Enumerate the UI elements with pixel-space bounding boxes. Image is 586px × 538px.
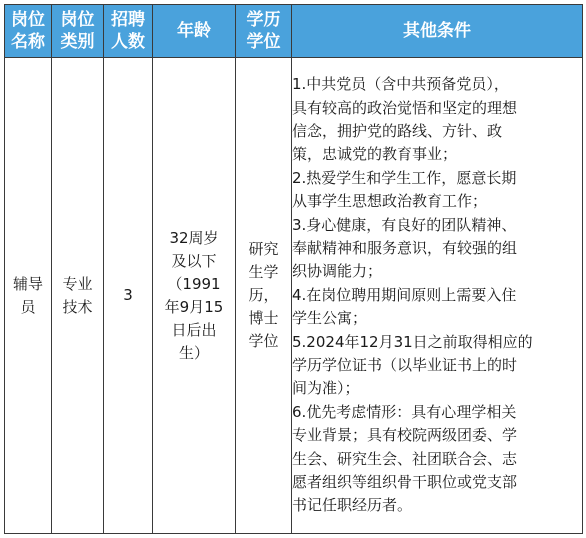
condition-line: 专业背景；具有校院两级团委、学: [292, 426, 518, 445]
condition-line: 愿者组织等组织骨干职位或党支部: [292, 473, 518, 492]
header-position-type: 岗位 类别: [52, 5, 104, 58]
condition-line: 奉献精神和服务意识，有较强的组: [292, 238, 518, 257]
header-position-name: 岗位 名称: [5, 5, 52, 58]
condition-line: 6.优先考虑情形：具有心理学相关: [292, 402, 517, 421]
table-header-row: [5, 5, 583, 58]
condition-line: 学历学位证书（以毕业证书上的时: [292, 356, 518, 375]
condition-line: 生会、研究生会、社团联合会、志: [292, 449, 518, 468]
condition-line: 织协调能力；: [292, 262, 383, 281]
cell-position-type: 专业 技术: [52, 58, 104, 534]
condition-line: 4.在岗位聘用期间原则上需要入住: [292, 285, 517, 304]
recruitment-table: [4, 4, 583, 534]
table-row: [5, 58, 583, 534]
condition-line: 具有较高的政治觉悟和坚定的理想: [292, 98, 518, 117]
condition-line: 5.2024年12月31日之前取得相应的: [292, 332, 533, 351]
condition-line: 2.热爱学生和学生工作，愿意长期: [292, 168, 517, 187]
condition-line: 信念，拥护党的路线、方针、政: [292, 121, 503, 140]
header-education: 学历 学位: [236, 5, 292, 58]
cell-other-conditions: [292, 58, 583, 534]
cell-position-name: 辅导 员: [5, 58, 52, 534]
condition-line: 学生公寓；: [292, 309, 368, 328]
cell-age: 32周岁 及以下 （1991 年9月15 日后出 生）: [153, 58, 236, 534]
cell-recruit-count: 3: [104, 58, 153, 534]
condition-line: 间为准）；: [292, 379, 360, 398]
condition-line: 从事学生思想政治教育工作；: [292, 192, 488, 211]
header-other-conditions: 其他条件: [292, 5, 583, 58]
header-recruit-count: 招聘 人数: [104, 5, 153, 58]
condition-line: 书记任职经历者。: [292, 496, 413, 515]
header-age: 年龄: [153, 5, 236, 58]
condition-line: 策，忠诚党的教育事业；: [292, 145, 458, 164]
condition-line: 3.身心健康，有良好的团队精神、: [292, 215, 517, 234]
condition-line: 1.中共党员（含中共预备党员），: [292, 75, 509, 94]
cell-education: 研究 生学 历， 博士 学位: [236, 58, 292, 534]
